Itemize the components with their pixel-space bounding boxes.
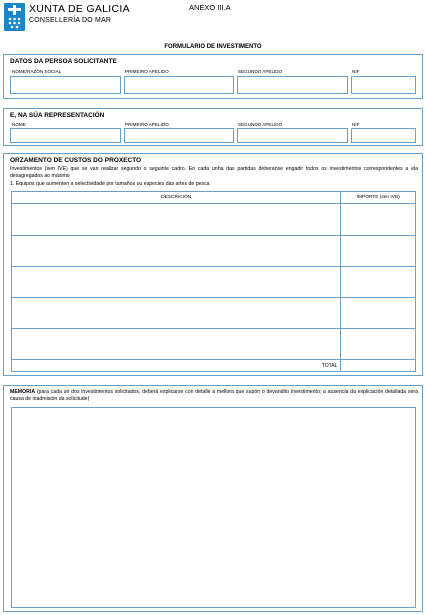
table-row [12, 267, 416, 298]
table-row [12, 298, 416, 329]
costs-table-header [12, 192, 416, 204]
amount-cell[interactable] [341, 204, 416, 236]
applicant-section [3, 54, 423, 99]
amount-cell[interactable] [341, 329, 416, 360]
table-row [12, 204, 416, 236]
representative-name-label: NOME [12, 122, 26, 127]
applicant-second-surname-field[interactable] [237, 76, 348, 94]
memory-description [10, 389, 418, 402]
table-row [12, 329, 416, 360]
applicant-second-surname-label: SEGUNDO APELIDO [238, 69, 283, 74]
description-cell[interactable] [12, 236, 341, 267]
table-row [12, 236, 416, 267]
form-title: FORMULARIO DE INVESTIMENTO [164, 44, 262, 50]
representative-nif-label: NIF [352, 122, 360, 127]
representative-section [3, 108, 423, 146]
xunta-logo-icon [4, 3, 25, 31]
representative-first-surname-label: PRIMEIRO APELIDO [125, 122, 169, 127]
amount-cell[interactable] [341, 267, 416, 298]
description-cell[interactable] [12, 298, 341, 329]
memory-section [3, 385, 423, 612]
memory-textarea[interactable] [11, 407, 416, 608]
applicant-nif-label: NIF [352, 69, 360, 74]
representative-name-field[interactable] [10, 128, 121, 143]
representative-second-surname-field[interactable] [237, 128, 348, 143]
applicant-name-label: NOME/RAZÓN SOCIAL [12, 69, 62, 74]
total-label: TOTAL [12, 360, 341, 372]
department-name: CONSELLERÍA DO MAR [29, 17, 112, 24]
annex-label: ANEXO III.A [189, 3, 231, 12]
total-row [12, 360, 416, 372]
applicant-nif-field[interactable] [351, 76, 416, 94]
amount-cell[interactable] [341, 298, 416, 329]
applicant-section-title: DATOS DA PERSOA SOLICITANTE [10, 58, 117, 65]
applicant-name-field[interactable] [10, 76, 121, 94]
description-cell[interactable] [12, 329, 341, 360]
description-cell[interactable] [12, 204, 341, 236]
representative-nif-field[interactable] [351, 128, 416, 143]
amount-cell[interactable] [341, 236, 416, 267]
representative-second-surname-label: SEGUNDO APELIDO [238, 122, 283, 127]
budget-item-1: 1. Equipos que aumenten a selectividade por tamaños ou especies das artes de pesca [10, 181, 210, 187]
representative-first-surname-field[interactable] [124, 128, 234, 143]
memory-instructions: (para cada un dos investimentos solicitados, deberá explicarse con detalle a mellora que supón o devandito investimento; a ausencia da explicación detallada será causa de inadmisión da solicitude) [10, 389, 418, 402]
costs-table [11, 191, 416, 372]
applicant-first-surname-field[interactable] [124, 76, 234, 94]
applicant-first-surname-label: PRIMEIRO APELIDO [125, 69, 169, 74]
budget-section [3, 153, 423, 376]
budget-intro: Investimentos (sen IVE) que se van realizar segundo o seguinte cadro. En cada unha das partidas deberanse engadir todos os investimentos correspondentes a ela desagregados ao máximo [10, 166, 418, 179]
total-amount-cell[interactable] [341, 360, 416, 372]
col-amount-header: IMPORTE (sen IVE) [341, 192, 416, 204]
memory-title: MEMORIA [10, 389, 36, 395]
description-cell[interactable] [12, 267, 341, 298]
org-name: XUNTA DE GALICIA [29, 3, 130, 15]
col-description-header: DESCRICIÓN [12, 192, 341, 204]
budget-section-title: ORZAMENTO DE CUSTOS DO PROXECTO [10, 157, 142, 164]
representative-section-title: E, NA SÚA REPRESENTACIÓN [10, 112, 105, 119]
